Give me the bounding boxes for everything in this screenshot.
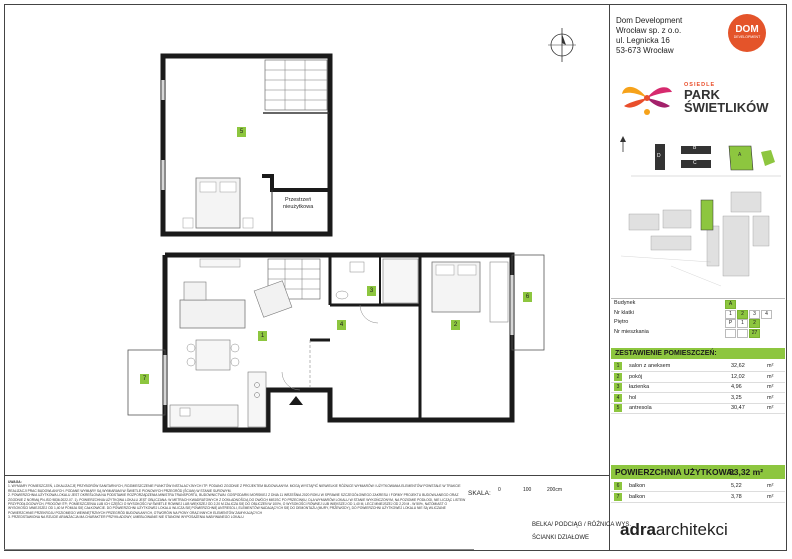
- room-number-badge: 2: [614, 373, 622, 381]
- details-row: [611, 309, 785, 318]
- details-row-label: Budynek: [614, 300, 636, 306]
- room-name: hol: [629, 394, 637, 401]
- room-unit: m²: [767, 384, 774, 390]
- company-legal: Wrocław sp. z o.o.: [616, 26, 682, 35]
- room-unit: m²: [767, 394, 774, 401]
- site-building-a: A: [738, 152, 742, 158]
- room-unit: m²: [767, 405, 774, 411]
- room-row: [611, 382, 785, 393]
- room-label-4: 4: [337, 320, 346, 330]
- details-cell: 2: [737, 310, 748, 319]
- room-label-3: 3: [367, 286, 376, 296]
- dom-logo-text: DOM: [735, 24, 759, 35]
- details-row-label: Piętro: [614, 319, 629, 325]
- estate-line1: PARK: [684, 87, 720, 102]
- room-label-1: 1: [258, 331, 267, 341]
- details-row-label: Nr mieszkania: [614, 328, 649, 335]
- room-name: balkon: [629, 493, 646, 500]
- room-unit: m²: [767, 483, 774, 489]
- room-row: [611, 372, 785, 383]
- note-item: 3. PRZEDSTAWIONA NA RZUCIE ARANŻACJA MA CHARAKTER PRZYKŁADOWY, UMEBLOWANIE NIE STANOWI WYPOSAŻENIA NABYWANEGO LOKALU: [8, 515, 244, 520]
- usable-area-label: POWIERZCHNIA UŻYTKOWA:: [615, 467, 736, 477]
- site-building-d: D: [657, 153, 661, 159]
- north-arrow-icon: [548, 28, 576, 62]
- details-cell: [725, 329, 736, 338]
- room-area: 3,78: [731, 493, 742, 500]
- room-label-2: 2: [451, 320, 460, 330]
- dom-logo-subtext: DEVELOPMENT: [733, 35, 761, 39]
- room-label-7: 7: [140, 374, 149, 384]
- storage-label-line2: nieużytkowa: [283, 204, 314, 210]
- details-cell: 27: [749, 329, 760, 338]
- room-number-badge: 5: [614, 404, 622, 412]
- company-city: 53-673 Wrocław: [616, 46, 674, 55]
- bottom-rule: [4, 549, 474, 550]
- details-cell: P: [725, 319, 736, 328]
- details-row: [611, 318, 785, 327]
- architect-logo: [620, 520, 728, 540]
- details-cell: 1: [725, 310, 736, 319]
- room-number-badge: 6: [614, 482, 622, 490]
- firefly-logo-icon: [618, 76, 676, 120]
- details-cell: A: [725, 300, 736, 309]
- usable-area-bar: [611, 465, 785, 479]
- estate-line2: ŚWIETLIKÓW: [684, 100, 769, 115]
- room-area: 5,22: [731, 483, 742, 489]
- legend-wall: ŚCIANKI DZIAŁOWE: [532, 535, 590, 541]
- room-number-badge: 7: [614, 493, 622, 501]
- storage-label-line1: Przestrzeń: [284, 197, 312, 203]
- storage-label: [283, 197, 313, 211]
- scale-tick-100: 100: [523, 487, 532, 493]
- room-unit: m²: [767, 373, 774, 380]
- summary-title: ZESTAWIENIE POMIESZCZEŃ:: [611, 348, 785, 359]
- room-area: 30,47: [731, 405, 745, 411]
- details-row: [611, 328, 785, 337]
- site-plan: [611, 132, 785, 182]
- site-building-b: B: [693, 145, 697, 151]
- room-label-5: 5: [237, 127, 246, 137]
- estate-prefix: OSIEDLE: [684, 82, 716, 88]
- company-address: [616, 16, 682, 56]
- room-number-badge: 3: [614, 383, 622, 391]
- notes-title: UWAGA:: [8, 480, 22, 484]
- company-street: ul. Legnicka 16: [616, 36, 670, 45]
- architect-logo-part1: adra: [620, 520, 656, 539]
- room-area: 4,96: [731, 384, 742, 390]
- room-number-badge: 4: [614, 394, 622, 402]
- room-name: antresola: [629, 405, 652, 411]
- room-name: łazienka: [629, 384, 650, 390]
- room-area: 12,02: [731, 373, 745, 380]
- room-row: [611, 361, 785, 372]
- room-area: 32,62: [731, 363, 745, 369]
- room-unit: m²: [767, 363, 774, 369]
- legend-beam: BELKA/ PODCIĄG / RÓŻNICA WYS.: [532, 522, 632, 528]
- room-number-badge: 1: [614, 362, 622, 370]
- room-row: [611, 492, 785, 503]
- details-cell: [737, 329, 748, 338]
- room-name: salon z aneksem: [629, 363, 671, 369]
- room-row: [611, 481, 785, 492]
- room-name: balkon: [629, 483, 646, 489]
- room-name: pokój: [629, 373, 643, 380]
- company-name: Dom Development: [616, 16, 683, 25]
- scale-tick-200: 200cm: [547, 487, 563, 493]
- details-row: [611, 299, 785, 308]
- room-label-6: 6: [523, 292, 532, 302]
- details-cell: 4: [761, 310, 772, 319]
- building-map: [611, 186, 785, 296]
- details-row-label: Nr klatki: [614, 309, 634, 316]
- usable-area-value: 83,32 m²: [729, 467, 764, 477]
- scale-label: SKALA:: [468, 490, 491, 497]
- details-cell: 1: [737, 319, 748, 328]
- note-item: 2. POWIERZCHNIA UŻYTKOWA LOKALU JEST OKREŚLONA NA PODSTAWIE ROZPORZĄDZENIA MINISTRA TRANSPORTU, BUDOWNICTWA I GOSPODARKI MORSKIEJ Z DNIA 11 WRZEŚNIA 2020 ROKU W SPRAWIE SZCZEGÓŁOWEGO ZAKRESU I FORMY PROJEKTU BUDOWLANEGO ORAZ ZGODNIE Z NORMĄ PN-ISO 9836:2022-07. 1). POWIERZCHNIA UŻYTKOWA LOKALU JEST OBLICZANA: W METRACH KWADRATOWYCH Z DOKŁADNOŚCIĄ DO DWÓCH MIEJSC PO PRZECINKU, DLA WYMIARÓW LOKALU W STANIE WYKOŃCZONYM, NA POZIOMIE PODŁOGI, NIE LICZĄC LISTEW PRZYPODŁOGOWYCH, PROGÓW ITP.; POMIESZCZENIA LUB ICH CZĘŚCI O WYSOKOŚCI W ŚWIETLE ROWNEJ LUB WIĘKSZEJ OD 2,20 M ZALICZA SIĘ DO OBLICZEŃ W 100%, O WYSOKOŚCI RÓWNEJ LUB WIĘKSZEJ OD 1,40 M, LECZ MNIEJSZEJ OD 2,20 M - W 50%, NATOMIAST O WYSOKOŚCI MNIEJSZEJ OD 1,40 M POMIJA SIĘ CAŁKOWICIE. DO POWIERZCHNI UŻYTKOWEJ LOKALU WLICZA SIĘ POWIERZCHNIĘ ANTRESOLI, ELEMENTÓW NADAJĄCYCH SIĘ DO DEMONTAŻU (MURY, PRZEWODY), DO POWIERZCHNI UŻYTKOWEJ LOKALU NIE SĄ WLICZANE POWIERZCHNIE PRZEKROJU POZIOMEGO WEWNĘTRZNYCH PRZEGRÓD BUDOWLANYCH, OTWORÓW NA PIONY ORAZ INNYCH ELEMENTÓW ZAMYKAJĄCYCH: [8, 493, 466, 515]
- notes-block: [8, 480, 468, 520]
- architect-logo-part2: architekci: [655, 520, 728, 539]
- room-unit: m²: [767, 493, 774, 500]
- room-row: [611, 403, 785, 414]
- dom-logo: [728, 14, 766, 52]
- note-item: 1. WYMIARY POMIESZCZEŃ, LOKALIZACJĘ PRZYBORÓW SANITARNYCH, ROZMIESZCZENIE PUNKTÓW INSTALACYJNYCH ITP. PODANO ZGODNIE Z PROJEKTEM BUDOWLANYM. MOGĄ WYSTĄPIĆ NIEWIELKIE RÓŻNICE WYMIARÓW I UŻYTKOWANIA ELEMENTÓW POWSTAŁE W TRAKCIE REALIZACJI PRAC BUDOWLANYCH. PODANE WYMIARY SĄ WYMIARAMI W ŚWIETLE PIONOWYCH PRZEGRÓD (ŚCIAN) W STANIE SUROWYM.: [8, 484, 461, 493]
- site-building-c: C: [693, 160, 697, 166]
- details-cell: 3: [749, 310, 760, 319]
- details-cell: 2: [749, 319, 760, 328]
- room-row: [611, 393, 785, 404]
- ground-floor-plan: [128, 255, 544, 430]
- room-area: 3,25: [731, 394, 742, 401]
- scale-tick-0: 0: [498, 487, 501, 493]
- notes-divider: [4, 475, 610, 476]
